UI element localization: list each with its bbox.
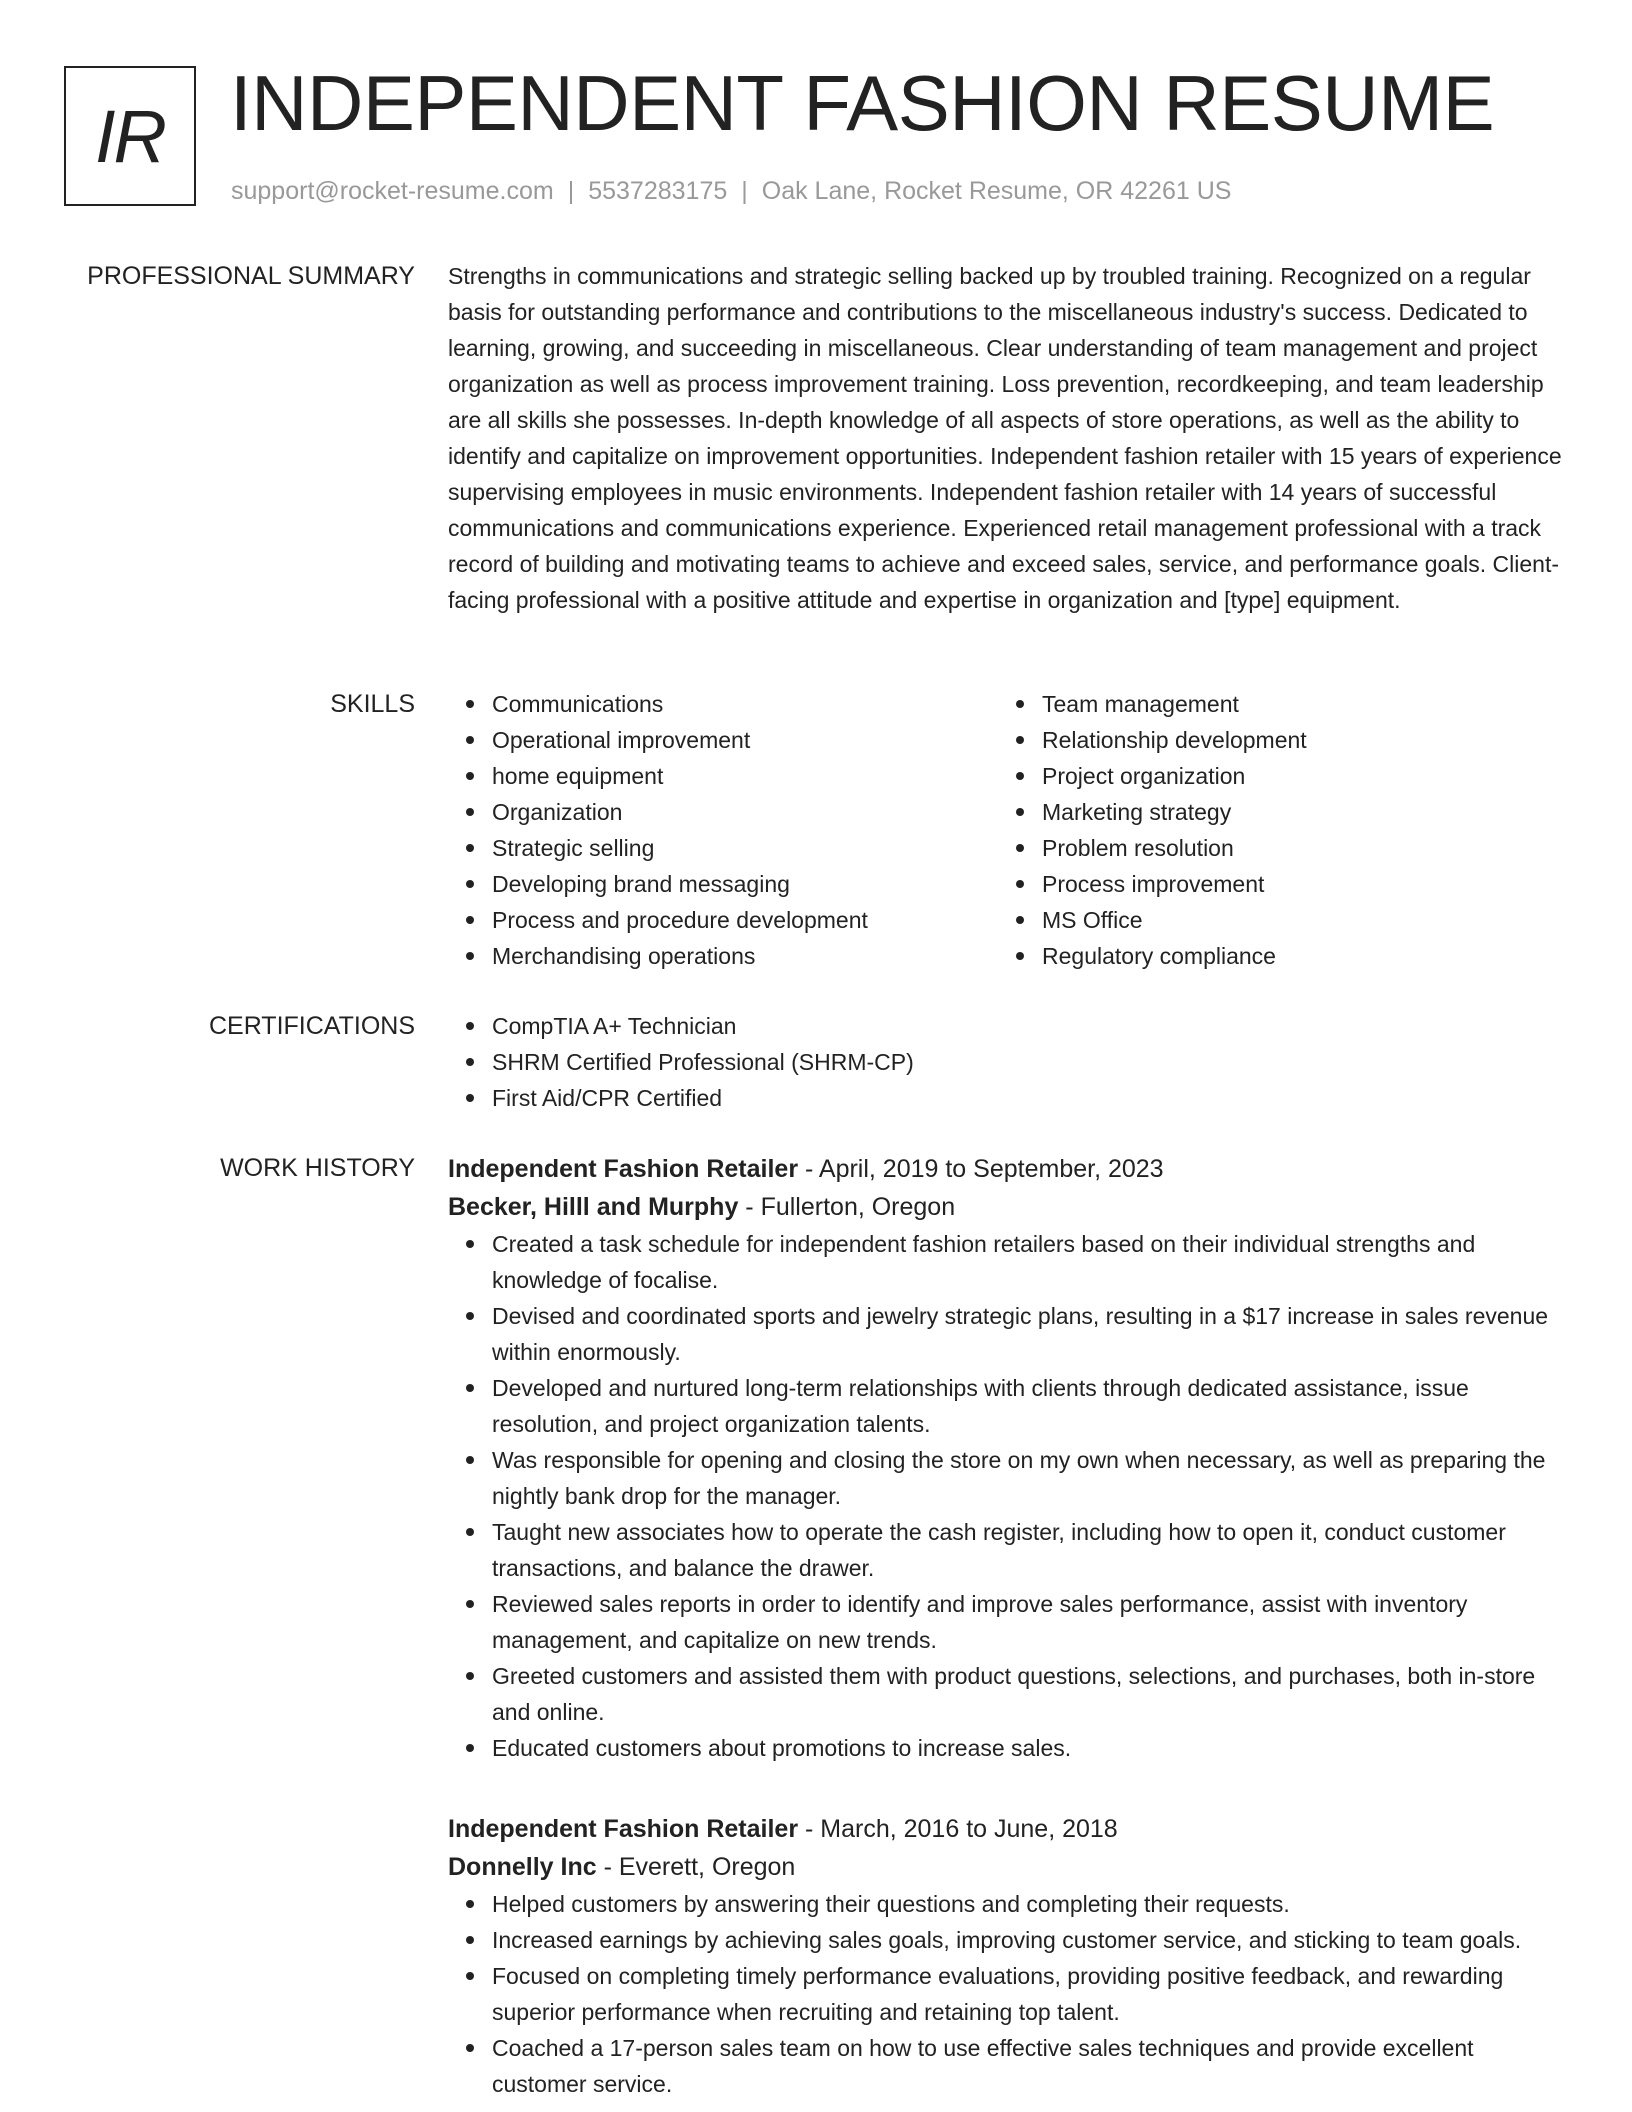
skill-item: Team management bbox=[1042, 686, 1548, 722]
skills-list-left bbox=[448, 686, 998, 974]
job-company-line bbox=[448, 1848, 1568, 1886]
job-bullet-list bbox=[448, 1886, 1568, 2102]
summary-body bbox=[448, 258, 1568, 618]
job-company-line bbox=[448, 1188, 1568, 1226]
skill-item: home equipment bbox=[492, 758, 998, 794]
certification-item: CompTIA A+ Technician bbox=[492, 1008, 1568, 1044]
skill-item: Organization bbox=[492, 794, 998, 830]
job-bullet: Increased earnings by achieving sales goals, improving customer service, and sticking to team goals. bbox=[492, 1922, 1568, 1958]
skill-item: Operational improvement bbox=[492, 722, 998, 758]
summary-heading: PROFESSIONAL SUMMARY bbox=[87, 262, 415, 290]
skill-item: MS Office bbox=[1042, 902, 1548, 938]
skill-item: Regulatory compliance bbox=[1042, 938, 1548, 974]
contact-separator: | bbox=[741, 177, 748, 205]
job-title: Independent Fashion Retailer bbox=[448, 1815, 799, 1843]
job-entry bbox=[448, 1810, 1568, 2102]
certification-item: First Aid/CPR Certified bbox=[492, 1080, 1568, 1116]
job-bullet: Focused on completing timely performance evaluations, providing positive feedback, and rewarding superior performance when recruiting and retaining top talent. bbox=[492, 1958, 1568, 2030]
job-bullet: Reviewed sales reports in order to identify and improve sales performance, assist with inventory management, and capitalize on new trends. bbox=[492, 1586, 1568, 1658]
job-bullet: Greeted customers and assisted them with product questions, selections, and purchases, both in-store and online. bbox=[492, 1658, 1568, 1730]
skill-item: Process and procedure development bbox=[492, 902, 998, 938]
contact-separator: | bbox=[567, 177, 575, 205]
job-bullet: Coached a 17-person sales team on how to use effective sales techniques and provide excellent customer service. bbox=[492, 2030, 1568, 2102]
job-title-line bbox=[448, 1810, 1568, 1848]
job-title: Independent Fashion Retailer bbox=[448, 1155, 799, 1183]
contact-address: Oak Lane, Rocket Resume, OR 42261 US bbox=[761, 177, 1232, 205]
job-location: - Fullerton, Oregon bbox=[738, 1193, 956, 1221]
job-bullet: Taught new associates how to operate the cash register, including how to open it, conduct customer transactions, and balance the drawer. bbox=[492, 1514, 1568, 1586]
skill-item: Process improvement bbox=[1042, 866, 1548, 902]
summary-text: Strengths in communications and strategic selling backed up by troubled training. Recognized on a regular basis for outstanding performance and contributions to the miscellaneous industry's success. Dedicated to learning, growing, and succeeding in miscellaneous. Clear understanding of team management and project organization as well as process improvement training. Loss prevention, recordkeeping, and team leadership are all skills she possesses. In-depth knowledge of all aspects of store operations, as well as the ability to identify and capitalize on improvement opportunities. Independent fashion retailer with 15 years of experience supervising employees in music environments. Independent fashion retailer with 14 years of successful communications and communications experience. Experienced retail management professional with a track record of building and motivating teams to achieve and exceed sales, service, and performance goals. Client-facing professional with a positive attitude and expertise in organization and [type] equipment. bbox=[448, 263, 1562, 613]
resume-title: INDEPENDENT FASHION RESUME bbox=[230, 59, 1495, 147]
job-bullet: Created a task schedule for independent fashion retailers based on their individual strengths and knowledge of focalise. bbox=[492, 1226, 1568, 1298]
job-dates: - April, 2019 to September, 2023 bbox=[798, 1155, 1164, 1183]
contact-line bbox=[231, 174, 1231, 208]
skill-item: Developing brand messaging bbox=[492, 866, 998, 902]
skill-item: Communications bbox=[492, 686, 998, 722]
skills-list-right bbox=[998, 686, 1548, 974]
skill-item: Marketing strategy bbox=[1042, 794, 1548, 830]
work-history-heading: WORK HISTORY bbox=[220, 1154, 415, 1182]
certification-item: SHRM Certified Professional (SHRM-CP) bbox=[492, 1044, 1568, 1080]
job-bullet: Devised and coordinated sports and jewelry strategic plans, resulting in a $17 increase in sales revenue within enormously. bbox=[492, 1298, 1568, 1370]
job-bullet: Was responsible for opening and closing the store on my own when necessary, as well as preparing the nightly bank drop for the manager. bbox=[492, 1442, 1568, 1514]
job-bullet-list bbox=[448, 1226, 1568, 1766]
job-title-line bbox=[448, 1150, 1568, 1188]
skills-columns bbox=[448, 686, 1568, 974]
skill-item: Relationship development bbox=[1042, 722, 1548, 758]
job-entry bbox=[448, 1150, 1568, 1766]
skill-item: Strategic selling bbox=[492, 830, 998, 866]
job-location: - Everett, Oregon bbox=[596, 1853, 796, 1881]
job-company: Donnelly Inc bbox=[448, 1853, 597, 1881]
job-dates: - March, 2016 to June, 2018 bbox=[798, 1815, 1118, 1843]
monogram-logo bbox=[64, 66, 196, 206]
contact-phone[interactable]: 5537283175 bbox=[588, 177, 728, 205]
work-history-body bbox=[448, 1150, 1568, 2112]
job-bullet: Helped customers by answering their questions and completing their requests. bbox=[492, 1886, 1568, 1922]
job-bullet: Educated customers about promotions to increase sales. bbox=[492, 1730, 1568, 1766]
job-bullet: Developed and nurtured long-term relationships with clients through dedicated assistance, issue resolution, and project organization talents. bbox=[492, 1370, 1568, 1442]
job-company: Becker, Hilll and Murphy bbox=[448, 1193, 739, 1221]
certifications-body bbox=[448, 1008, 1568, 1116]
skills-heading: SKILLS bbox=[330, 690, 415, 718]
certifications-heading: CERTIFICATIONS bbox=[208, 1012, 415, 1040]
skill-item: Problem resolution bbox=[1042, 830, 1548, 866]
contact-email[interactable]: support@rocket-resume.com bbox=[231, 177, 554, 205]
monogram-initials: IR bbox=[95, 94, 165, 178]
skill-item: Project organization bbox=[1042, 758, 1548, 794]
skill-item: Merchandising operations bbox=[492, 938, 998, 974]
certifications-list bbox=[448, 1008, 1568, 1116]
